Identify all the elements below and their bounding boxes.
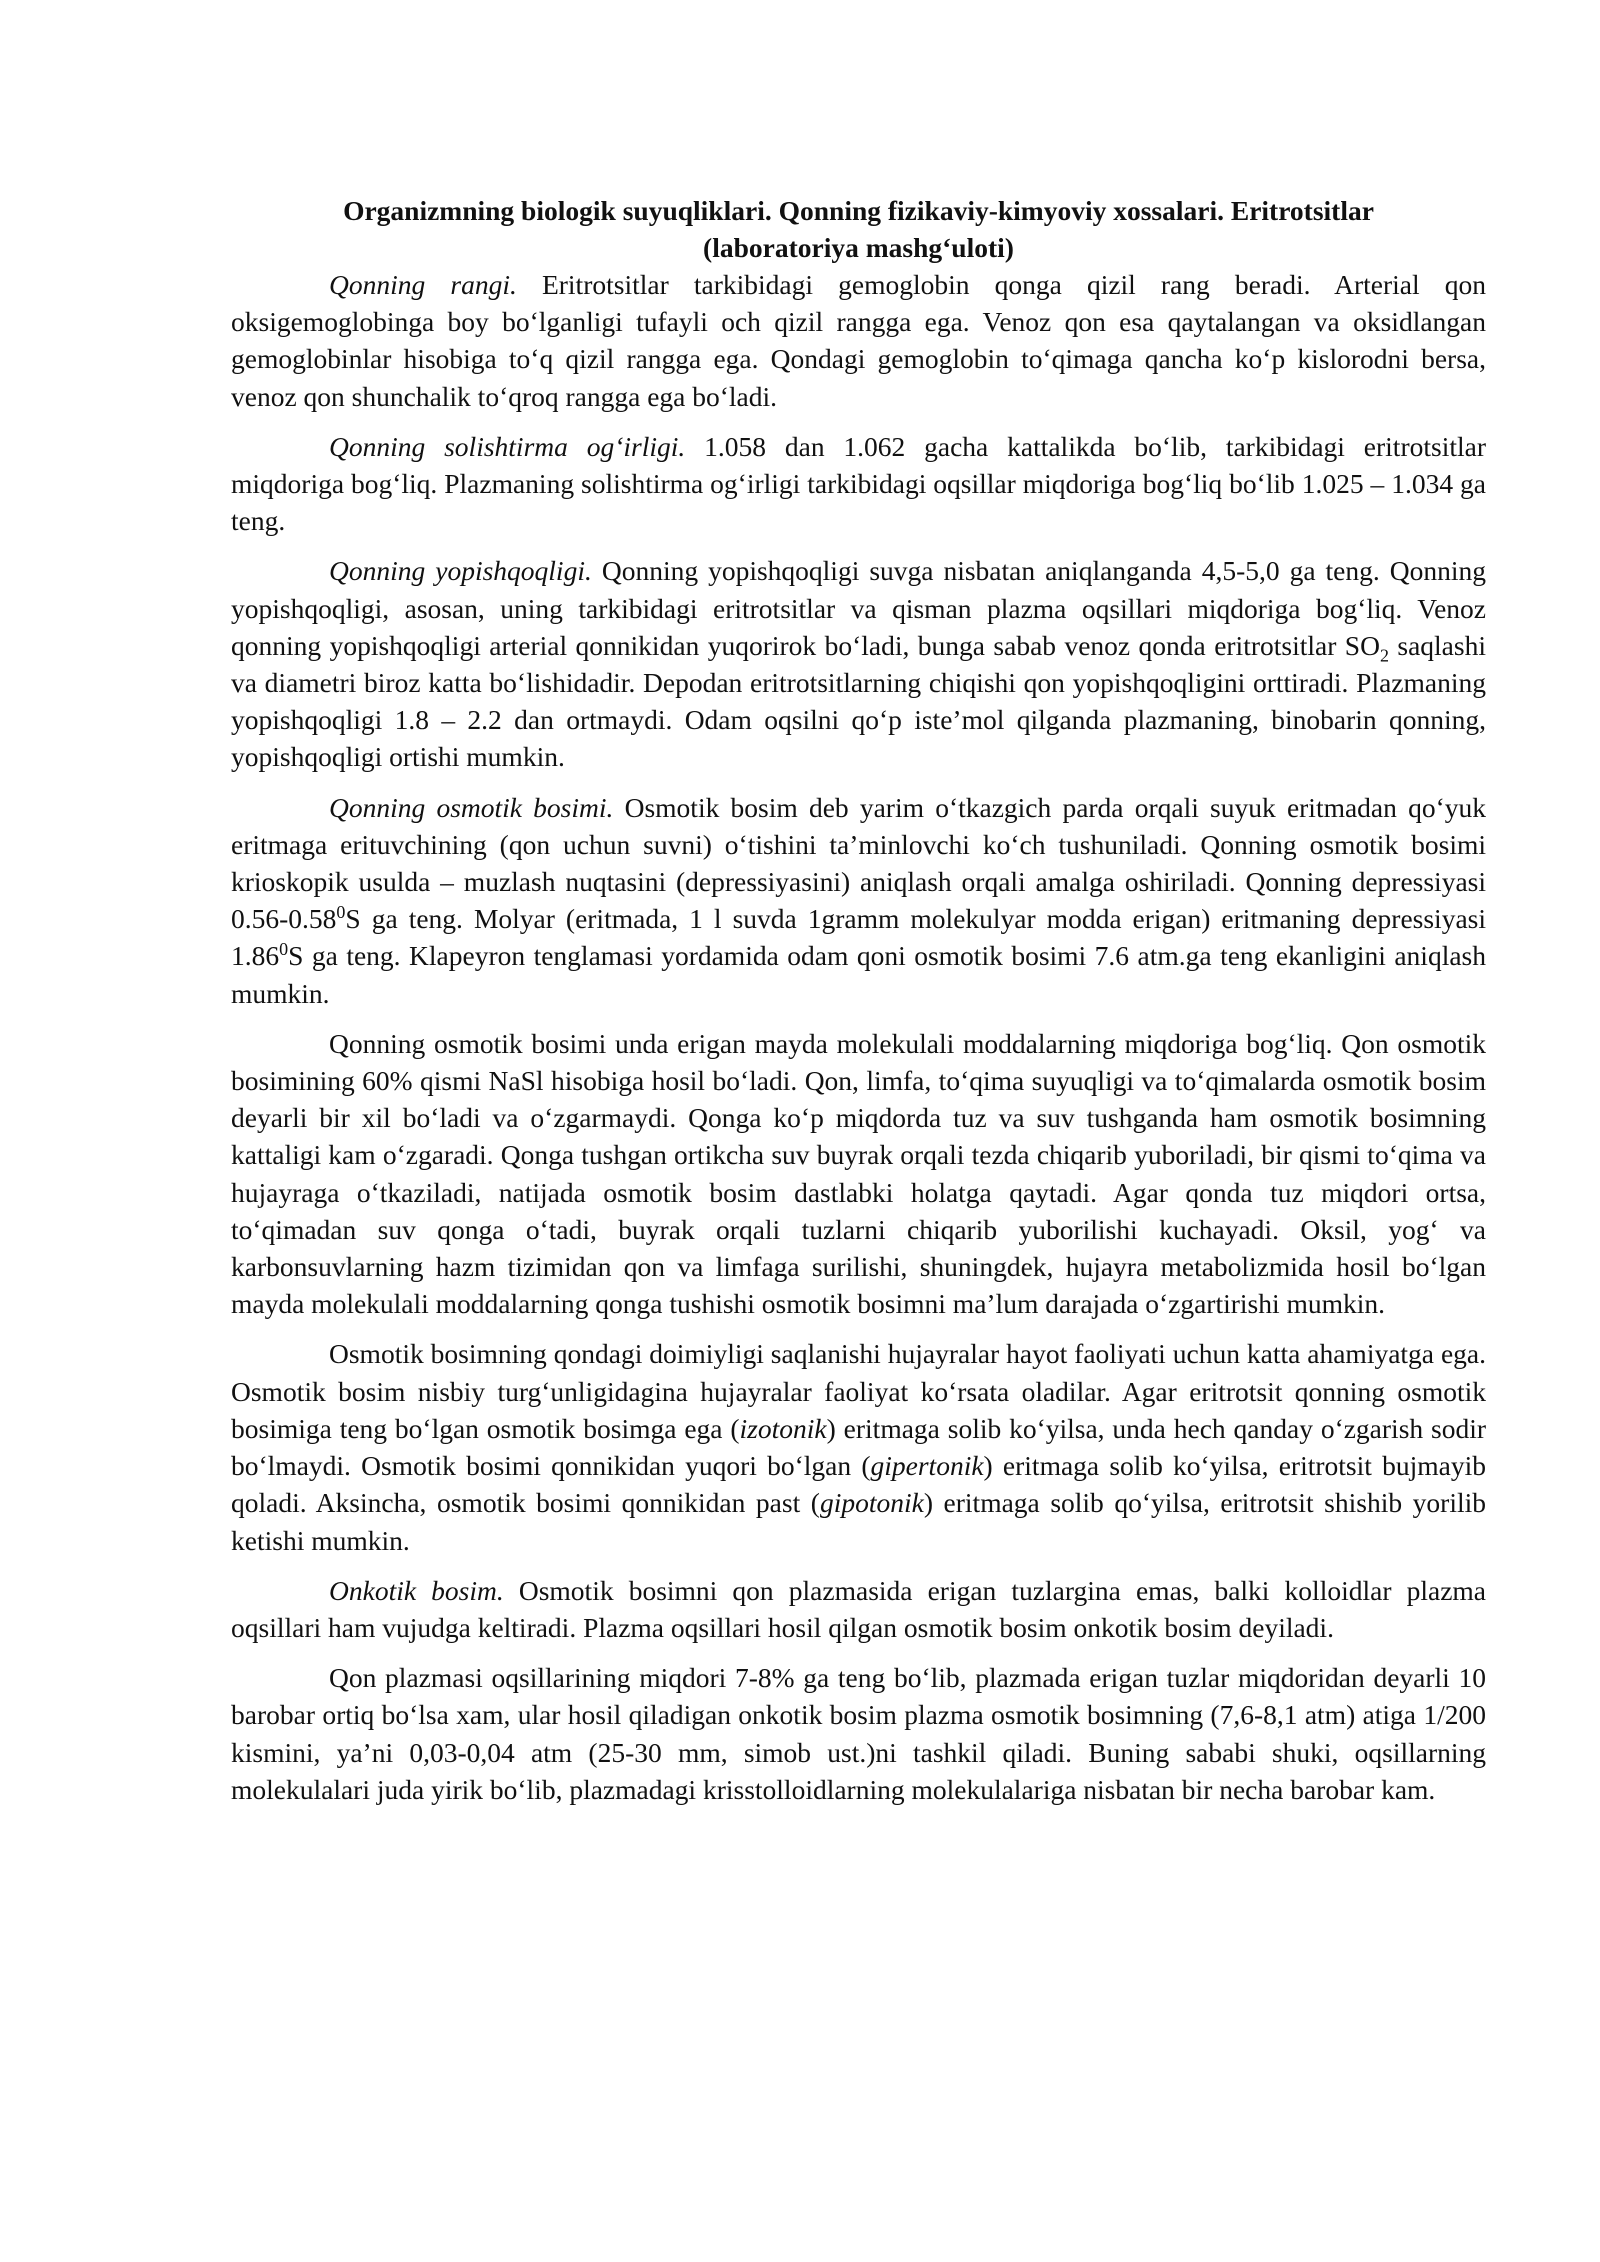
text-osmotic-b: S ga teng. Molyar (eritmada, 1 l suvda 1gramm molekulyar modda erigan) eritmaning depressiyasi 1.86 [231, 903, 1486, 972]
paragraph-plasma-proteins [231, 1659, 1486, 1808]
document-page [231, 192, 1486, 1821]
heading-oncotic-pressure: Onkotik bosim. [329, 1574, 504, 1606]
heading-blood-color: Qonning rangi. [329, 269, 517, 300]
paragraph-blood-color [231, 266, 1486, 415]
paragraph-oncotic-pressure [231, 1572, 1486, 1646]
text-constancy-b: ) eritmaga solib ko‘yilsa, unda hech qanday o‘zgarish sodir bo‘lmaydi. Osmotik bosimi qonnikidan yuqori bo‘lgan ( [231, 1412, 1487, 1482]
paragraph-viscosity [231, 552, 1486, 775]
text-constancy-c: ) eritmaga solib ko‘yilsa, eritrotsit bujmayib qoladi. Aksincha, osmotik bosimi qonnikidan past ( [231, 1450, 1486, 1519]
text-osmotic-a: Osmotik bosim deb yarim o‘tkazgich parda orqali suyuk eritmadan qo‘yuk eritmaga erituvchining (qon uchun suvni) o‘tishini ta’minlovchi ko‘ch tushuniladi. Qonning osmotik bosimi krioskopik usulda – muzlash nuqtasini (depressiyasini) aniqlash orqali amalga oshiriladi. Qonning depressiyasi 0.56-0.58 [231, 791, 1486, 935]
text-viscosity-b: saqlashi va diametri biroz katta bo‘lishidadir. Depodan eritrotsitlarning chiqishi qon yopishqoqligini orttiradi. Plazmaning yopishqoqligi 1.8 – 2.2 dan ortmaydi. Odam oqsilni qo‘p iste’mol qilganda plazmaning, binobarin qonning, yopishqoqligi ortishi mumkin. [231, 629, 1486, 773]
heading-osmotic-pressure: Qonning osmotik bosimi. [329, 791, 614, 823]
document-title [231, 192, 1486, 266]
subscript-2: 2 [1379, 645, 1389, 666]
term-hypertonic: gipertonik [870, 1450, 984, 1482]
superscript-degree-1: 0 [336, 902, 346, 923]
title-line-2: (laboratoriya mashg‘uloti) [703, 232, 1014, 263]
paragraph-specific-gravity [231, 428, 1486, 540]
text-blood-color: Eritrotsitlar tarkibidagi gemoglobin qonga qizil rang beradi. Arterial qon oksigemoglobinga boy bo‘lganligi tufayli och qizil rangga ega. Venoz qon esa qaytalangan va oksidlangan gemoglobinlar hisobiga to‘q qizil rangga ega. Qondagi gemoglobin to‘qimaga qancha ko‘p kislorodni bersa, venoz qon shunchalik to‘qroq rangga ega bo‘ladi. [231, 269, 1486, 412]
superscript-degree-2: 0 [279, 939, 289, 960]
text-viscosity-a: Qonning yopishqoqligi suvga nisbatan aniqlanganda 4,5-5,0 ga teng. Qonning yopishqoqligi, asosan, uning tarkibidagi eritrotsitlar va qisman plazma oqsillari miqdoriga bog‘liq. Venoz qonning yopishqoqligi arterial qonnikidan yuqorirok bo‘ladi, bunga sabab venoz qonda eritrotsitlar SO [231, 555, 1486, 661]
text-constancy-d: ) eritmaga solib qo‘yilsa, eritrotsit shishib yorilib ketishi mumkin. [231, 1487, 1486, 1556]
heading-viscosity: Qonning yopishqoqligi. [329, 555, 592, 587]
heading-specific-gravity: Qonning solishtirma og‘irligi. [329, 430, 686, 462]
term-hypotonic: gipotonik [819, 1487, 924, 1519]
title-line-1: Organizmning biologik suyuqliklari. Qonning fizikaviy-kimyoviy xossalari. Eritrotsitlar [343, 195, 1374, 226]
text-plasma-proteins: Qon plazmasi oqsillarining miqdori 7-8% ga teng bo‘lib, plazmada erigan tuzlar miqdoridan deyarli 10 barobar ortiq bo‘lsa xam, ular hosil qiladigan onkotik bosim plazma osmotik bosimning (7,6-8,1 atm) atiga 1/200 kismini, ya’ni 0,03-0,04 atm (25-30 mm, simob ust.)ni tashkil qiladi. Buning sababi shuki, oqsillarning molekulalari juda yirik bo‘lib, plazmadagi krisstolloidlarning molekulalariga nisbatan bir necha barobar kam. [231, 1662, 1486, 1805]
text-osmotic-c: S ga teng. Klapeyron tenglamasi yordamida odam qoni osmotik bosimi 7.6 atm.ga teng ekanligini aniqlash mumkin. [231, 940, 1486, 1009]
paragraph-osmotic-constancy [231, 1335, 1486, 1558]
paragraph-osmotic-pressure [231, 789, 1486, 1012]
text-specific-gravity: 1.058 dan 1.062 gacha kattalikda bo‘lib, tarkibidagi eritrotsitlar miqdoriga bog‘liq. Plazmaning solishtirma og‘irligi tarkibidagi oqsillar miqdoriga bog‘liq bo‘lib 1.025 – 1.034 ga teng. [231, 430, 1486, 537]
text-oncotic: Osmotik bosimni qon plazmasida erigan tuzlargina emas, balki kolloidlar plazma oqsillari ham vujudga keltiradi. Plazma oqsillari hosil qilgan osmotik bosim onkotik bosim deyiladi. [231, 1574, 1486, 1643]
paragraph-osmotic-dependence [231, 1025, 1486, 1323]
term-isotonic: izotonik [739, 1412, 827, 1444]
text-osmotic-dependence: Qonning osmotik bosimi unda erigan mayda molekulali moddalarning miqdoriga bog‘liq. Qon osmotik bosimining 60% qismi NaSl hisobiga hosil bo‘ladi. Qon, limfa, to‘qima suyuqligi va to‘qimalarda osmotik bosim deyarli bir xil bo‘ladi va o‘zgarmaydi. Qonga ko‘p miqdorda tuz va suv tushganda ham osmotik bosimning kattaligi kam o‘zgaradi. Qonga tushgan ortikcha suv buyrak orqali tezda chiqarib yuboriladi, bir qismi to‘qima va hujayraga o‘tkaziladi, natijada osmotik bosim dastlabki holatga qaytadi. Agar qonda tuz miqdori ortsa, to‘qimadan suv qonga o‘tadi, buyrak orqali tuzlarni chiqarib yuborilishi kuchayadi. Oksil, yog‘ va karbonsuvlarning hazm tizimidan qon va limfaga surilishi, shuningdek, hujayra metabolizmida hosil bo‘lgan mayda molekulali moddalarning qonga tushishi osmotik bosimni ma’lum darajada o‘zgartirishi mumkin. [231, 1027, 1486, 1320]
text-constancy-a: Osmotik bosimning qondagi doimiyligi saqlanishi hujayralar hayot faoliyati uchun katta ahamiyatga ega. Osmotik bosim nisbiy turg‘unligidagina hujayralar faoliyat ko‘rsata oladilar. Agar eritrotsit qonning osmotik bosimiga teng bo‘lgan osmotik bosimga ega ( [231, 1338, 1486, 1444]
